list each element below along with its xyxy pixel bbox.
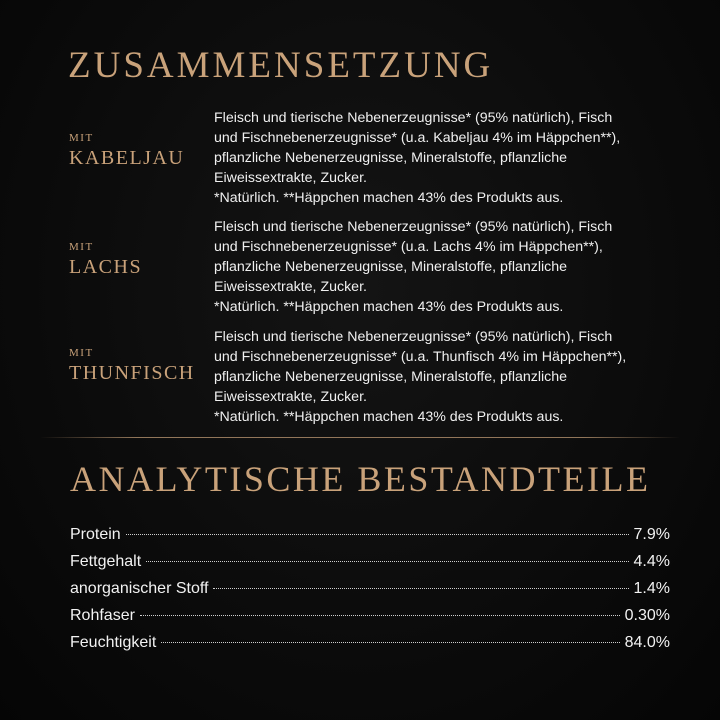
analysis-row	[70, 607, 670, 634]
ingredient-line: pflanzliche Nebenerzeugnisse, Mineralstoffe, pflanzliche	[214, 259, 568, 275]
analysis-label: Rohfaser	[70, 607, 135, 624]
dot-leader	[213, 588, 628, 589]
variant-ingredients	[214, 108, 684, 208]
ingredient-line: Eiweissextrakte, Zucker.	[214, 170, 367, 186]
variant-prefix: MIT	[69, 347, 94, 359]
variant-prefix: MIT	[69, 241, 94, 253]
analysis-row	[70, 553, 670, 580]
variant-ingredients	[214, 217, 684, 317]
analysis-value: 7.9%	[633, 526, 670, 543]
section-divider	[40, 437, 680, 438]
variant-ingredients	[214, 327, 684, 427]
analysis-table	[70, 526, 670, 661]
ingredient-line: und Fischnebenerzeugnisse* (u.a. Thunfisch 4% im Häppchen**),	[214, 349, 627, 365]
analysis-label: Feuchtigkeit	[70, 634, 157, 651]
analysis-value: 1.4%	[633, 580, 670, 597]
ingredient-line: *Natürlich. **Häppchen machen 43% des Produkts aus.	[214, 299, 564, 315]
dot-leader	[140, 615, 620, 616]
variant-name: LACHS	[69, 256, 143, 278]
analysis-label: Fettgehalt	[70, 553, 142, 570]
analysis-row	[70, 580, 670, 607]
ingredient-line: *Natürlich. **Häppchen machen 43% des Produkts aus.	[214, 409, 564, 425]
ingredient-line: pflanzliche Nebenerzeugnisse, Mineralstoffe, pflanzliche	[214, 150, 568, 166]
variant-label	[69, 241, 142, 279]
ingredient-line: und Fischnebenerzeugnisse* (u.a. Lachs 4% im Häppchen**),	[214, 239, 603, 255]
ingredient-line: Fleisch und tierische Nebenerzeugnisse* (95% natürlich), Fisch	[214, 110, 613, 126]
ingredient-line: *Natürlich. **Häppchen machen 43% des Produkts aus.	[214, 190, 564, 206]
variant-name: THUNFISCH	[69, 362, 195, 384]
dot-leader	[161, 642, 619, 643]
analysis-row	[70, 526, 670, 553]
analysis-label: Protein	[70, 526, 121, 543]
ingredient-line: Fleisch und tierische Nebenerzeugnisse* (95% natürlich), Fisch	[214, 329, 613, 345]
ingredient-line: und Fischnebenerzeugnisse* (u.a. Kabeljau 4% im Häppchen**),	[214, 130, 621, 146]
analysis-title: ANALYTISCHE BESTANDTEILE	[70, 459, 651, 499]
analysis-label: anorganischer Stoff	[70, 580, 209, 597]
analysis-value: 0.30%	[624, 607, 670, 624]
variant-label	[69, 347, 195, 385]
ingredient-line: Eiweissextrakte, Zucker.	[214, 279, 367, 295]
analysis-row	[70, 634, 670, 661]
dot-leader	[146, 561, 628, 562]
dot-leader	[126, 534, 629, 535]
variant-prefix: MIT	[69, 132, 94, 144]
analysis-value: 4.4%	[633, 553, 670, 570]
variant-label	[69, 132, 184, 170]
analysis-value: 84.0%	[624, 634, 670, 651]
variant-name: KABELJAU	[69, 147, 185, 169]
ingredient-line: pflanzliche Nebenerzeugnisse, Mineralstoffe, pflanzliche	[214, 369, 568, 385]
ingredient-line: Fleisch und tierische Nebenerzeugnisse* (95% natürlich), Fisch	[214, 219, 613, 235]
ingredient-line: Eiweissextrakte, Zucker.	[214, 389, 367, 405]
composition-title: ZUSAMMENSETZUNG	[68, 45, 494, 86]
